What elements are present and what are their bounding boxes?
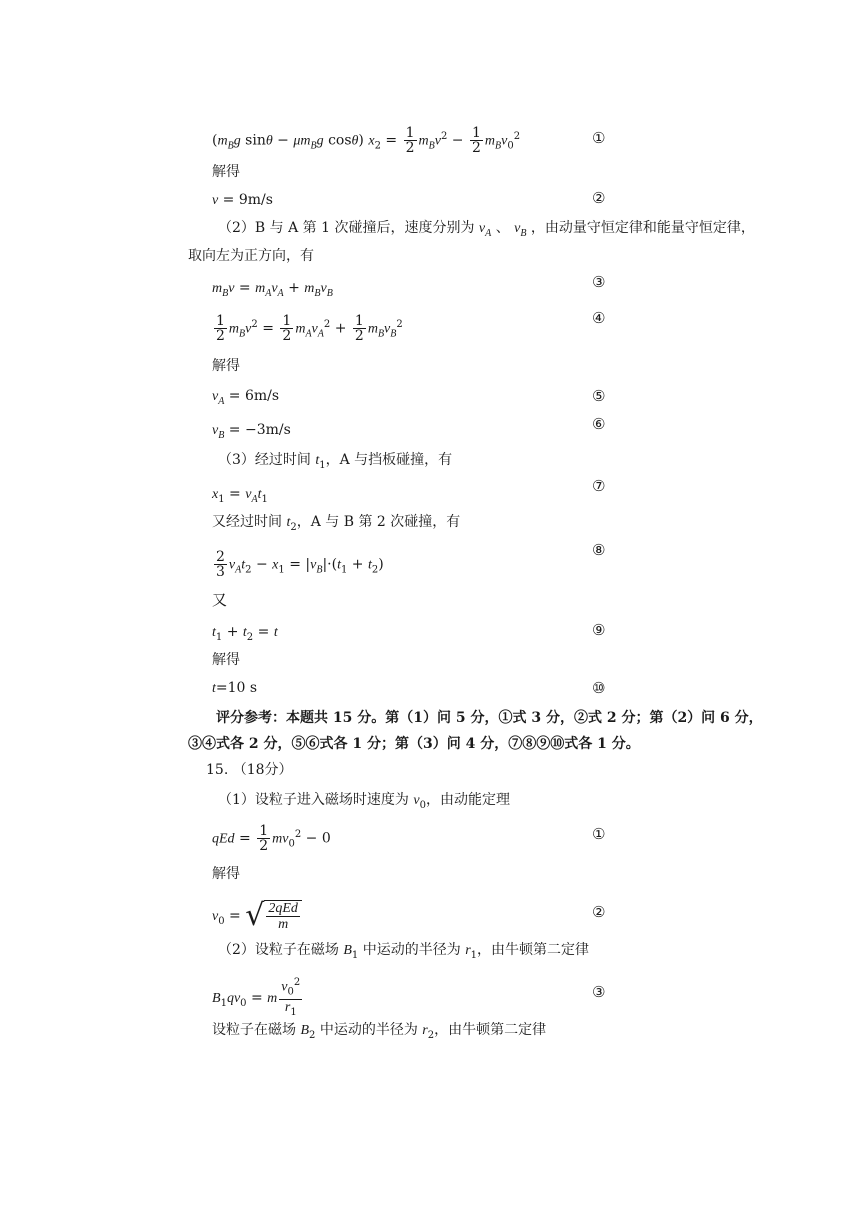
question-15-heading: 15. （18分） [206, 762, 293, 778]
q15-equation-1: qEd = $\frac{1}{2}$ $mv_0^2 - 0$ [212, 823, 331, 854]
part2-intro-line1: （2）B 与 A 第 1 次碰撞后，速度分别为 $v_A$ 、 $v_B$ ，由动量守恒定律和能量守恒定律， [218, 220, 755, 239]
q15-solve-label: 解得 [212, 866, 240, 882]
equation-1: ($m_Bg$ $\sin\theta - \mu m_Bg$ cosθ) $x_2$ = $\frac{1}{2}$ $m_Bv^2$ − $\frac{1}{2}$ $m_Bv_0^2$ [212, 125, 521, 156]
equation-marker-9: ⑨ [592, 621, 606, 639]
again-label: 又 [212, 591, 228, 609]
q15-part1-intro: （1）设粒子进入磁场时速度为 $v_0$，由动能定理 [218, 792, 510, 811]
q15-equation-2: $v_0$ = √ $\frac{\text{2qEd}}{m}$ [212, 900, 302, 932]
equation-10: t=10 s [212, 680, 258, 696]
q15-equation-marker-2: ② [592, 903, 606, 921]
equation-marker-1: ① [592, 129, 606, 147]
q15-equation-marker-3: ③ [592, 983, 606, 1001]
equation-marker-2: ② [592, 189, 606, 207]
solve-label-2: 解得 [212, 358, 240, 374]
equation-marker-7: ⑦ [592, 477, 606, 495]
equation-marker-6: ⑥ [592, 415, 606, 433]
q15-equation-3: $B_1qv_0 = m$ $\frac{v_0^2}{r_1}$ [212, 977, 301, 1019]
grading-note-line1: 评分参考：本题共 15 分。第（1）问 5 分，①式 3 分，②式 2 分；第（2）问 6 分， [216, 710, 763, 726]
equation-6: $v_B = -3m/s$ [212, 422, 291, 441]
q15-equation-marker-1: ① [592, 825, 606, 843]
solve-label-3: 解得 [212, 652, 240, 668]
equation-2: v = 9m/s [212, 192, 273, 208]
q15-part2-intro: （2）设粒子在磁场 $B_1$ 中运动的半径为 $r_1$，由牛顿第二定律 [218, 942, 590, 961]
equation-marker-4: ④ [592, 309, 606, 327]
equation-5: $v_A = 6m/s$ [212, 388, 280, 407]
q15-part3-intro: 设粒子在磁场 $B_2$ 中运动的半径为 $r_2$，由牛顿第二定律 [212, 1022, 547, 1041]
equation-7: $x_1 = v_At_1$ [212, 486, 268, 505]
equation-marker-10: ⑩ [592, 679, 606, 697]
equation-3: $m_Bv = m_Av_A + m_Bv_B$ [212, 280, 333, 299]
equation-8: $\frac{2}{3}$ $v_At_2 - x_1 = |v_B|\cdot(t_1 + t_2)$ [216, 549, 384, 580]
equation-marker-8: ⑧ [592, 541, 606, 559]
equation-marker-3: ③ [592, 273, 606, 291]
equation-marker-5: ⑤ [592, 387, 606, 405]
grading-note-line2: ③④式各 2 分，⑤⑥式各 1 分；第（3）问 4 分，⑦⑧⑨⑩式各 1 分。 [188, 736, 640, 752]
equation-9: $t_1 + t_2 = t$ [212, 624, 278, 643]
equation-4: $\frac{1}{2}$ $m_Bv^2$ = $\frac{1}{2}$ $m_Av_A^2$ + $\frac{1}{2}$ $m_Bv_B^2$ [216, 313, 403, 344]
solve-label-1: 解得 [212, 164, 240, 180]
part2-intro-line2: 取向左为正方向，有 [188, 248, 314, 264]
part3-intro: （3）经过时间 $t_1$，A 与挡板碰撞，有 [218, 452, 453, 471]
part3-middle: 又经过时间 $t_2$，A 与 B 第 2 次碰撞，有 [212, 514, 461, 533]
